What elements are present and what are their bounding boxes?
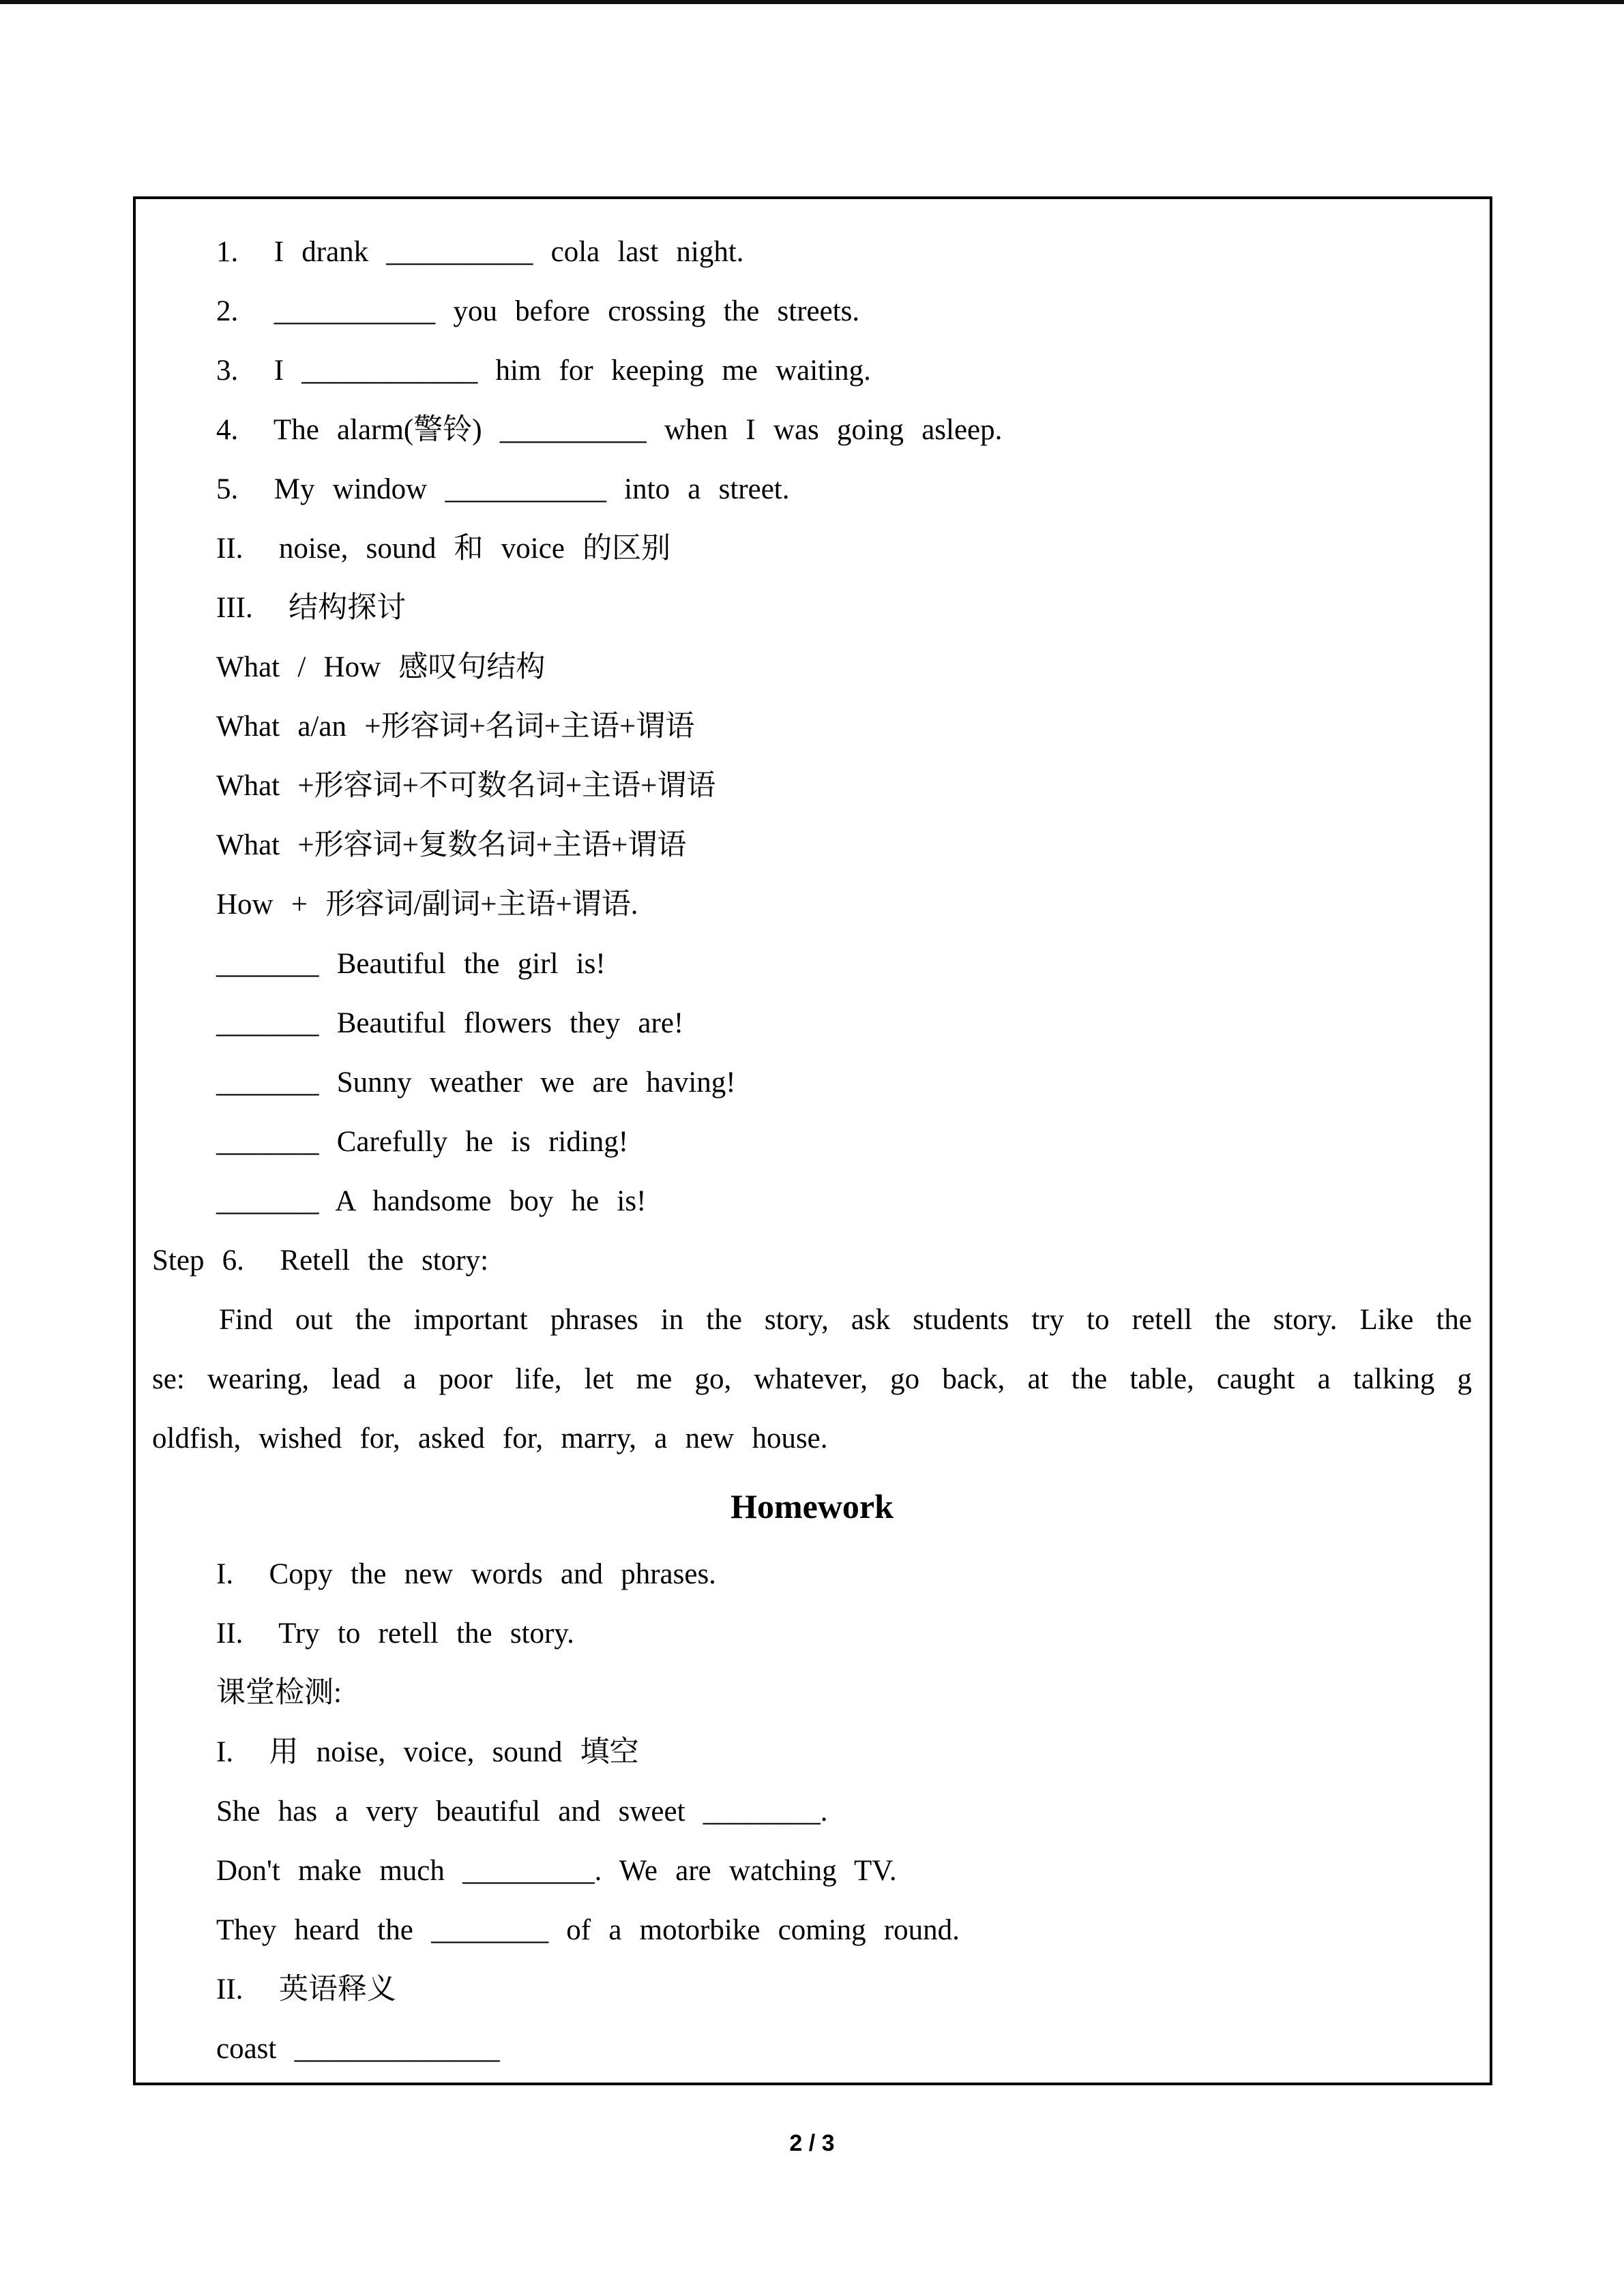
section-title-structure: III. 结构探讨 <box>216 592 407 624</box>
test-sentence-1: She has a very beautiful and sweet ________. <box>216 1795 828 1828</box>
test-section1-title: I. 用 noise, voice, sound 填空 <box>216 1736 639 1768</box>
scan-edge-bar <box>0 0 1624 4</box>
exclamation-item-1: _______ Beautiful the girl is! <box>216 948 606 980</box>
exclamation-item-4: _______ Carefully he is riding! <box>216 1126 629 1158</box>
fill-blank-item-4: 4. The alarm(警铃) __________ when I was going asleep. <box>216 414 1003 446</box>
step6-title: Step 6. Retell the story: <box>152 1244 489 1277</box>
exclamation-item-5: _______ A handsome boy he is! <box>216 1185 647 1217</box>
fill-blank-item-3: 3. I ____________ him for keeping me waiting. <box>216 355 871 387</box>
pattern-what-a-an: What a/an +形容词+名词+主语+谓语 <box>216 711 695 743</box>
retell-paragraph-line-1: Find out the important phrases in the story, ask students try to retell the story. Like the <box>219 1304 1472 1336</box>
fill-blank-item-1: 1. I drank __________ cola last night. <box>216 236 744 268</box>
homework-item-2: II. Try to retell the story. <box>216 1617 574 1650</box>
definition-item-coast: coast ______________ <box>216 2033 500 2065</box>
retell-paragraph-line-3: oldfish, wished for, asked for, marry, a new house. <box>152 1422 828 1455</box>
homework-heading: Homework <box>730 1487 894 1525</box>
test-sentence-3: They heard the ________ of a motorbike coming round. <box>216 1914 960 1946</box>
section-title-noise-sound-voice: II. noise, sound 和 voice 的区别 <box>216 533 671 565</box>
fill-blank-item-5: 5. My window ___________ into a street. <box>216 473 790 505</box>
test-section2-title: II. 英语释义 <box>216 1973 396 2006</box>
homework-item-1: I. Copy the new words and phrases. <box>216 1558 716 1590</box>
pattern-what-plural: What +形容词+复数名词+主语+谓语 <box>216 829 687 861</box>
retell-paragraph-line-2: se: wearing, lead a poor life, let me go, whatever, go back, at the table, caught a talking g <box>152 1363 1472 1395</box>
exclamation-item-2: _______ Beautiful flowers they are! <box>216 1007 684 1039</box>
fill-blank-item-2: 2. ___________ you before crossing the streets. <box>216 295 860 327</box>
pattern-what-how: What / How 感叹句结构 <box>216 651 546 683</box>
pattern-what-uncountable: What +形容词+不可数名词+主语+谓语 <box>216 770 716 802</box>
page-number-indicator: 2 / 3 <box>789 2130 835 2156</box>
test-sentence-2: Don't make much _________. We are watching TV. <box>216 1855 897 1887</box>
pattern-how: How + 形容词/副词+主语+谓语. <box>216 889 638 921</box>
exclamation-item-3: _______ Sunny weather we are having! <box>216 1067 736 1099</box>
worksheet-page-box <box>133 196 1492 2085</box>
class-test-label: 课堂检测: <box>216 1677 342 1709</box>
